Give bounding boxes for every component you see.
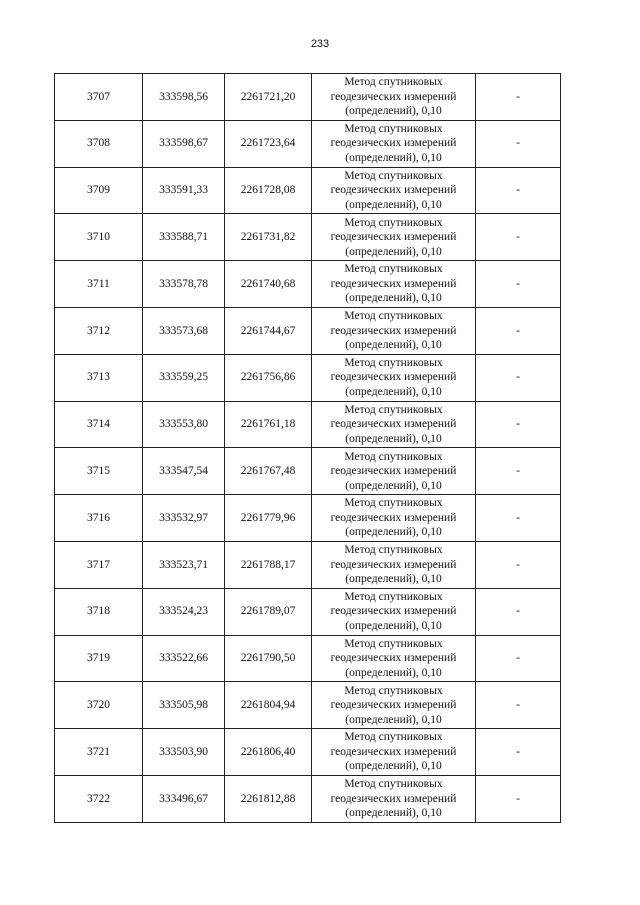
y-coordinate-cell: 2261789,07 — [225, 588, 312, 635]
method-line: (определений), 0,10 — [345, 573, 442, 586]
y-coordinate-cell: 2261767,48 — [225, 448, 312, 495]
method-line: Метод спутниковых — [344, 450, 443, 463]
method-line: (определений), 0,10 — [345, 339, 442, 352]
method-line: (определений), 0,10 — [345, 432, 442, 445]
point-number-cell: 3722 — [55, 775, 143, 822]
method-line: Метод спутниковых — [344, 122, 443, 135]
note-cell: - — [476, 307, 561, 354]
point-number-cell: 3709 — [55, 167, 143, 214]
x-coordinate-cell: 333559,25 — [143, 354, 225, 401]
method-cell — [312, 120, 476, 167]
method-line: (определений), 0,10 — [345, 245, 442, 258]
point-number-cell: 3712 — [55, 307, 143, 354]
method-cell — [312, 74, 476, 121]
method-cell — [312, 682, 476, 729]
table-body — [55, 74, 561, 823]
point-number-cell: 3716 — [55, 495, 143, 542]
note-cell: - — [476, 729, 561, 776]
method-cell — [312, 635, 476, 682]
method-line: геодезических измерений — [330, 137, 457, 150]
x-coordinate-cell: 333524,23 — [143, 588, 225, 635]
method-line: Метод спутниковых — [344, 590, 443, 603]
method-cell — [312, 261, 476, 308]
y-coordinate-cell: 2261721,20 — [225, 74, 312, 121]
method-line: геодезических измерений — [330, 371, 457, 384]
method-line: (определений), 0,10 — [345, 807, 442, 820]
method-cell — [312, 729, 476, 776]
method-line: Метод спутниковых — [344, 356, 443, 369]
x-coordinate-cell: 333505,98 — [143, 682, 225, 729]
method-cell — [312, 588, 476, 635]
method-cell — [312, 401, 476, 448]
x-coordinate-cell: 333553,80 — [143, 401, 225, 448]
y-coordinate-cell: 2261806,40 — [225, 729, 312, 776]
table-row — [55, 682, 561, 729]
x-coordinate-cell: 333598,56 — [143, 74, 225, 121]
table-row — [55, 495, 561, 542]
y-coordinate-cell: 2261756,86 — [225, 354, 312, 401]
method-line: геодезических измерений — [330, 652, 457, 665]
method-line: (определений), 0,10 — [345, 105, 442, 118]
x-coordinate-cell: 333522,66 — [143, 635, 225, 682]
method-line: Метод спутниковых — [344, 497, 443, 510]
method-line: (определений), 0,10 — [345, 151, 442, 164]
method-line: Метод спутниковых — [344, 731, 443, 744]
note-cell: - — [476, 495, 561, 542]
method-line: геодезических измерений — [330, 277, 457, 290]
table-row — [55, 167, 561, 214]
method-line: геодезических измерений — [330, 511, 457, 524]
note-cell: - — [476, 588, 561, 635]
method-line: (определений), 0,10 — [345, 619, 442, 632]
method-line: Метод спутниковых — [344, 544, 443, 557]
note-cell: - — [476, 120, 561, 167]
table-row — [55, 354, 561, 401]
note-cell: - — [476, 354, 561, 401]
x-coordinate-cell: 333591,33 — [143, 167, 225, 214]
method-line: (определений), 0,10 — [345, 526, 442, 539]
note-cell: - — [476, 167, 561, 214]
y-coordinate-cell: 2261779,96 — [225, 495, 312, 542]
table-row — [55, 307, 561, 354]
table-row — [55, 635, 561, 682]
x-coordinate-cell: 333598,67 — [143, 120, 225, 167]
point-number-cell: 3713 — [55, 354, 143, 401]
table-row — [55, 401, 561, 448]
method-cell — [312, 495, 476, 542]
method-line: геодезических измерений — [330, 465, 457, 478]
note-cell: - — [476, 214, 561, 261]
method-line: геодезических измерений — [330, 699, 457, 711]
method-line: Метод спутниковых — [344, 637, 443, 650]
y-coordinate-cell: 2261723,64 — [225, 120, 312, 167]
table-row — [55, 448, 561, 495]
y-coordinate-cell: 2261761,18 — [225, 401, 312, 448]
method-line: Метод спутниковых — [344, 169, 443, 182]
method-line: (определений), 0,10 — [345, 198, 442, 211]
method-line: (определений), 0,10 — [345, 292, 442, 305]
method-cell — [312, 167, 476, 214]
method-line: геодезических измерений — [330, 231, 457, 244]
method-line: (определений), 0,10 — [345, 385, 442, 398]
note-cell: - — [476, 448, 561, 495]
method-cell — [312, 541, 476, 588]
x-coordinate-cell: 333578,78 — [143, 261, 225, 308]
y-coordinate-cell: 2261804,94 — [225, 682, 312, 729]
x-coordinate-cell: 333523,71 — [143, 541, 225, 588]
method-line: (определений), 0,10 — [345, 479, 442, 492]
x-coordinate-cell: 333588,71 — [143, 214, 225, 261]
method-line: геодезических измерений — [330, 90, 457, 103]
point-number-cell: 3714 — [55, 401, 143, 448]
method-line: (определений), 0,10 — [345, 713, 442, 726]
method-cell — [312, 307, 476, 354]
method-line: Метод спутниковых — [344, 310, 443, 323]
method-line: геодезических измерений — [330, 418, 457, 431]
y-coordinate-cell: 2261740,68 — [225, 261, 312, 308]
note-cell: - — [476, 635, 561, 682]
point-number-cell: 3718 — [55, 588, 143, 635]
method-line: (определений), 0,10 — [345, 666, 442, 679]
note-cell: - — [476, 682, 561, 729]
point-number-cell: 3719 — [55, 635, 143, 682]
table-row — [55, 541, 561, 588]
method-line: Метод спутниковых — [344, 216, 443, 229]
coordinates-table — [54, 73, 561, 823]
note-cell: - — [476, 401, 561, 448]
note-cell: - — [476, 74, 561, 121]
table-row — [55, 775, 561, 822]
y-coordinate-cell: 2261812,88 — [225, 775, 312, 822]
y-coordinate-cell: 2261744,67 — [225, 307, 312, 354]
x-coordinate-cell: 333573,68 — [143, 307, 225, 354]
point-number-cell: 3721 — [55, 729, 143, 776]
table-row — [55, 261, 561, 308]
point-number-cell: 3717 — [55, 541, 143, 588]
method-line: геодезических измерений — [330, 324, 457, 337]
table-row — [55, 588, 561, 635]
x-coordinate-cell: 333532,97 — [143, 495, 225, 542]
method-cell — [312, 448, 476, 495]
y-coordinate-cell: 2261728,08 — [225, 167, 312, 214]
method-line: Метод спутниковых — [344, 76, 443, 89]
x-coordinate-cell: 333547,54 — [143, 448, 225, 495]
point-number-cell: 3707 — [55, 74, 143, 121]
y-coordinate-cell: 2261731,82 — [225, 214, 312, 261]
page-number: 233 — [310, 38, 330, 50]
method-line: (определений), 0,10 — [345, 760, 442, 773]
point-number-cell: 3720 — [55, 682, 143, 729]
table-row — [55, 120, 561, 167]
method-line: Метод спутниковых — [344, 263, 443, 276]
x-coordinate-cell: 333503,90 — [143, 729, 225, 776]
point-number-cell: 3710 — [55, 214, 143, 261]
y-coordinate-cell: 2261790,50 — [225, 635, 312, 682]
y-coordinate-cell: 2261788,17 — [225, 541, 312, 588]
note-cell: - — [476, 541, 561, 588]
table-row — [55, 729, 561, 776]
method-line: геодезических измерений — [330, 184, 457, 197]
x-coordinate-cell: 333496,67 — [143, 775, 225, 822]
method-line: Метод спутниковых — [344, 778, 443, 791]
table-row — [55, 74, 561, 121]
method-line: геодезических измерений — [330, 745, 457, 758]
note-cell: - — [476, 775, 561, 822]
method-line: геодезических измерений — [330, 558, 457, 571]
method-cell — [312, 775, 476, 822]
method-cell — [312, 214, 476, 261]
note-cell: - — [476, 261, 561, 308]
point-number-cell: 3708 — [55, 120, 143, 167]
method-line: геодезических измерений — [330, 605, 457, 618]
method-line: Метод спутниковых — [344, 403, 443, 416]
method-cell — [312, 354, 476, 401]
method-line: геодезических измерений — [330, 792, 457, 805]
point-number-cell: 3711 — [55, 261, 143, 308]
method-line: Метод спутниковых — [344, 684, 443, 697]
point-number-cell: 3715 — [55, 448, 143, 495]
table-row — [55, 214, 561, 261]
